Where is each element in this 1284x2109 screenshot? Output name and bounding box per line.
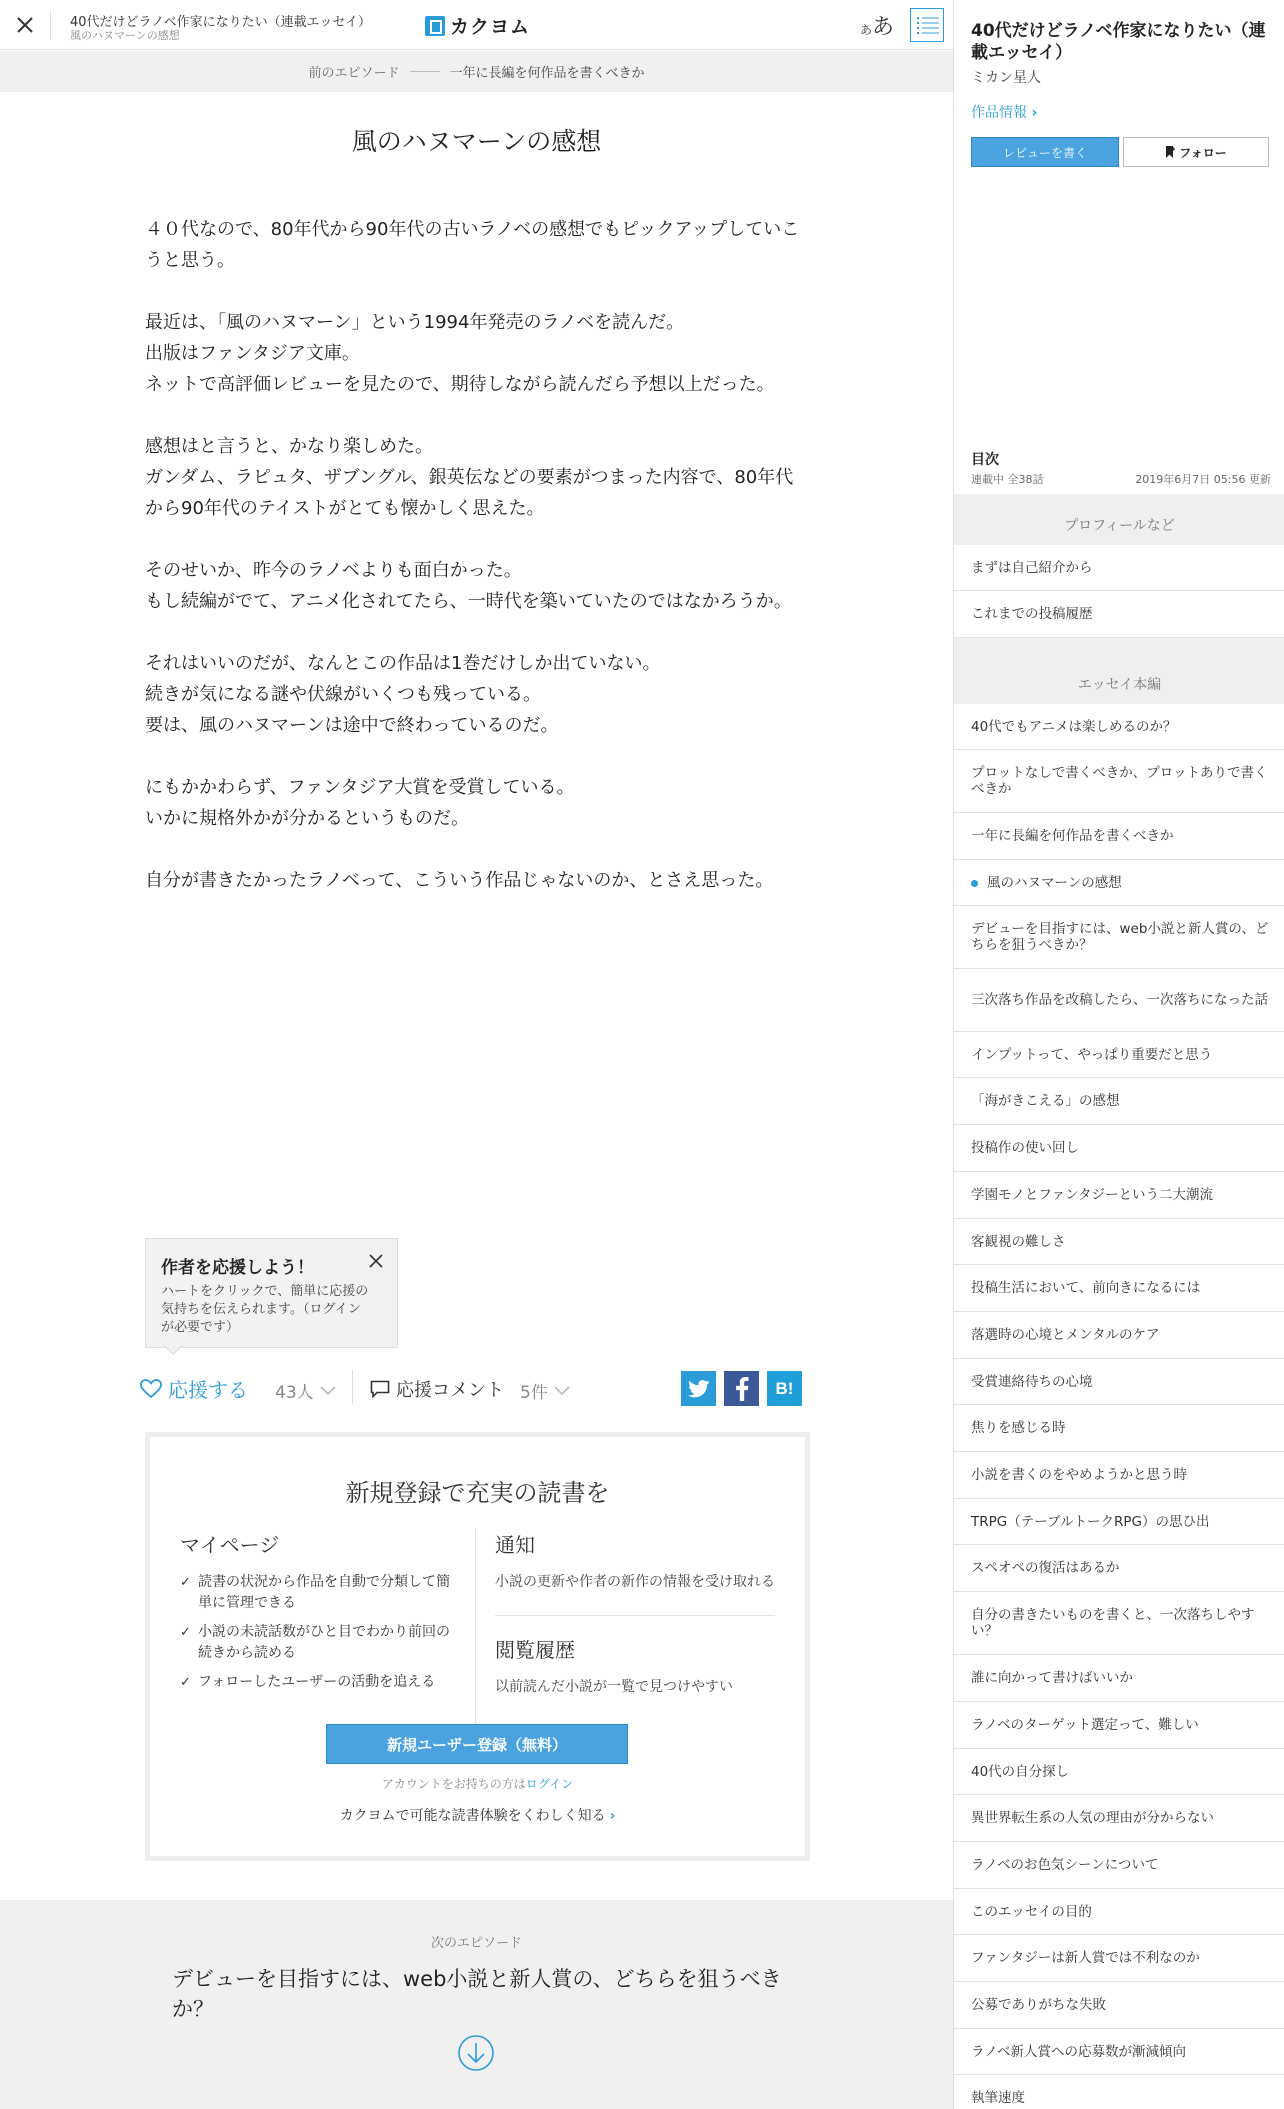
- support-row: [140, 1368, 805, 1408]
- chevron-down-icon: [554, 1386, 570, 1396]
- toc-item[interactable]: まずは自己紹介から: [954, 545, 1284, 591]
- toc-item[interactable]: ラノベのお色気シーンについて: [954, 1842, 1284, 1889]
- notify-column: [495, 1529, 775, 1698]
- toc-item[interactable]: デビューを目指すには、web小説と新人賞の、どちらを狙うべきか？: [954, 906, 1284, 969]
- body-paragraph: それはいいのだが、なんとこの作品は1巻だけしか出ていない。: [145, 653, 661, 674]
- mypage-feature: ✓ フォローしたユーザーの活動を追える: [180, 1672, 460, 1693]
- toc-item[interactable]: 「海がきこえる」の感想: [954, 1078, 1284, 1125]
- toc-item[interactable]: 誰に向かって書けばいいか: [954, 1655, 1284, 1702]
- toc-item[interactable]: インプットって、やっぱり重要だと思う: [954, 1032, 1284, 1078]
- body-paragraph: 自分が書きたかったラノベって、こういう作品じゃないのか、とさえ思った。: [145, 870, 774, 891]
- table-of-contents-button[interactable]: [910, 8, 944, 42]
- toc-item[interactable]: ラノベ新人賞への応募数が漸減傾向: [954, 2029, 1284, 2075]
- follow-label: フォロー: [1179, 145, 1227, 160]
- tooltip-text: ハートをクリックで、簡単に応援の気持ちを伝えられます。（ログインが必要です）: [161, 1284, 369, 1335]
- toc-item[interactable]: 三次落ち作品を改稿したら、一次落ちになった話: [954, 969, 1284, 1032]
- toc-item[interactable]: 学園モノとファンタジーという二大潮流: [954, 1172, 1284, 1219]
- follow-button[interactable]: [1123, 137, 1269, 167]
- comment-button[interactable]: [370, 1376, 504, 1402]
- sidebar-author[interactable]: ミカン星人: [971, 70, 1041, 86]
- next-episode-section: [0, 1900, 953, 2109]
- support-row-divider: [352, 1370, 353, 1404]
- facebook-icon: [735, 1377, 749, 1401]
- history-text: 以前読んだ小説が一覧で見つけやすい: [495, 1679, 733, 1695]
- sidebar-work-title[interactable]: 40代だけどラノベ作家になりたい（連載エッセイ）: [971, 21, 1266, 63]
- toc-episode-list: [954, 704, 1284, 2109]
- register-promo-box: [145, 1432, 810, 1861]
- body-paragraph: ４０代なので、80年代から90年代の古いラノベの感想でもピックアップしていこうと思う。: [145, 219, 800, 271]
- body-paragraph: ガンダム、ラピュタ、ザブングル、銀英伝などの要素がつまった内容で、80年代から90年代のテイストがとても懐かしく思えた。: [145, 467, 794, 519]
- history-heading: 閲覧履歴: [495, 1638, 575, 1662]
- font-size-small-glyph: あ: [860, 23, 873, 37]
- toc-item[interactable]: ラノベのターゲット選定って、難しい: [954, 1702, 1284, 1749]
- cheer-label: 応援する: [168, 1378, 248, 1402]
- login-line: [150, 1775, 805, 1792]
- register-button[interactable]: 新規ユーザー登録（無料）: [326, 1724, 628, 1764]
- font-size-button[interactable]: [860, 10, 894, 41]
- body-paragraph: 続きが気になる謎や伏線がいくつも残っている。: [145, 684, 541, 705]
- chevron-right-icon: ›: [1031, 105, 1038, 121]
- episode-title: 風のハヌマーンの感想: [351, 127, 602, 156]
- tooltip-close-icon[interactable]: [366, 1251, 386, 1271]
- mypage-feature: ✓ 読書の状況から作品を自動で分類して簡単に管理できる: [180, 1572, 460, 1614]
- toc-item-current[interactable]: 風のハヌマーンの感想: [954, 860, 1284, 906]
- body-paragraph: 出版はファンタジア文庫。: [145, 343, 360, 364]
- toc-item[interactable]: 受賞連絡待ちの心境: [954, 1359, 1284, 1405]
- next-episode-label: 次のエピソード: [430, 1936, 522, 1951]
- mypage-heading: マイページ: [180, 1533, 280, 1557]
- learn-more-label: カクヨムで可能な読書体験をくわしく知る: [339, 1808, 606, 1824]
- chevron-right-icon: ›: [609, 1808, 616, 1824]
- toc-item[interactable]: 投稿生活において、前向きになるには: [954, 1265, 1284, 1312]
- login-link[interactable]: ログイン: [525, 1777, 574, 1791]
- header-episode-title: 風のハヌマーンの感想: [70, 29, 180, 42]
- toc-item[interactable]: 投稿作の使い回し: [954, 1125, 1284, 1172]
- heart-icon: [140, 1379, 162, 1399]
- previous-episode-label: 前のエピソード: [308, 66, 400, 81]
- notify-heading: 通知: [495, 1533, 535, 1557]
- toc-item[interactable]: これまでの投稿履歴: [954, 591, 1284, 638]
- work-info-label: 作品情報: [971, 105, 1027, 121]
- toc-sidebar: [953, 0, 1284, 2109]
- logo-text: カクヨム: [450, 16, 531, 38]
- toc-item[interactable]: スペオペの復活はあるか: [954, 1545, 1284, 1592]
- body-paragraph: 感想はと言うと、かなり楽しめた。: [145, 436, 433, 457]
- previous-episode-link[interactable]: 一年に長編を何作品を書くべきか: [449, 66, 645, 81]
- learn-more-link[interactable]: [150, 1805, 805, 1825]
- toc-section-heading: プロフィールなど: [954, 505, 1284, 545]
- header-divider: [50, 10, 51, 40]
- episode-body: [145, 214, 805, 896]
- twitter-icon: [688, 1380, 710, 1398]
- body-paragraph: 要は、風のハヌマーンは途中で終わっているのだ。: [145, 715, 559, 736]
- toc-heading: 目次: [971, 452, 999, 468]
- toc-item[interactable]: 焦りを感じる時: [954, 1405, 1284, 1452]
- comment-icon: [370, 1380, 390, 1398]
- notify-separator: [495, 1615, 775, 1616]
- list-icon: [917, 16, 939, 34]
- top-bar: [0, 0, 953, 50]
- hatena-bookmark-button[interactable]: B!: [767, 1371, 802, 1406]
- work-info-link[interactable]: [971, 102, 1037, 122]
- next-episode-link[interactable]: デビューを目指すには、web小説と新人賞の、どちらを狙うべきか？: [172, 1967, 782, 2021]
- toc-item[interactable]: 一年に長編を何作品を書くべきか: [954, 813, 1284, 860]
- previous-episode-line: [410, 71, 440, 72]
- sidebar-work-info: [954, 0, 1284, 494]
- tooltip-title: 作者を応援しよう！: [161, 1258, 314, 1278]
- logo-mark-icon: [425, 16, 445, 36]
- toc-item[interactable]: 小説を書くのをやめようかと思う時: [954, 1452, 1284, 1499]
- bookmark-plus-icon: [1165, 146, 1175, 158]
- facebook-share-button[interactable]: [724, 1371, 759, 1406]
- body-paragraph: 最近は、「風のハヌマーン」という1994年発売のラノベを読んだ。: [145, 312, 685, 333]
- toc-item[interactable]: プロットなしで書くべきか、プロットありで書くべきか: [954, 750, 1284, 813]
- toc-item[interactable]: 落選時の心境とメンタルのケア: [954, 1312, 1284, 1359]
- toc-item[interactable]: 40代の自分探し: [954, 1749, 1284, 1795]
- header-work-title[interactable]: 40代だけどラノベ作家になりたい（連載エッセイ）: [70, 15, 371, 30]
- toc-item[interactable]: 異世界転生系の人気の理由が分からない: [954, 1795, 1284, 1842]
- toc-item[interactable]: 公募でありがちな失敗: [954, 1982, 1284, 2029]
- toc-item[interactable]: 執筆速度: [954, 2075, 1284, 2109]
- body-paragraph: [145, 400, 805, 431]
- comment-count-dropdown[interactable]: [520, 1378, 570, 1403]
- toc-item[interactable]: 客観視の難しさ: [954, 1219, 1284, 1265]
- toc-item[interactable]: このエッセイの目的: [954, 1889, 1284, 1935]
- kakuyomu-logo[interactable]: [425, 12, 530, 39]
- body-paragraph: いかに規格外かが分かるというものだ。: [145, 808, 469, 829]
- cheer-count-dropdown[interactable]: [275, 1378, 336, 1403]
- body-paragraph: [145, 276, 805, 307]
- toc-item[interactable]: 自分の書きたいものを書くと、一次落ちしやすい？: [954, 1592, 1284, 1655]
- toc-item[interactable]: ファンタジーは新人賞では不利なのか: [954, 1935, 1284, 1982]
- body-paragraph: にもかかわらず、ファンタジア大賞を受賞している。: [145, 777, 575, 798]
- twitter-share-button[interactable]: [681, 1371, 716, 1406]
- body-paragraph: そのせいか、昨今のラノベよりも面白かった。: [145, 560, 522, 581]
- body-paragraph: [145, 524, 805, 555]
- write-review-button[interactable]: レビューを書く: [971, 137, 1119, 167]
- toc-episode-list: [954, 545, 1284, 638]
- login-prefix: アカウントをお持ちの方は: [381, 1777, 526, 1791]
- notify-text: 小説の更新や作者の新作の情報を受け取れる: [495, 1574, 775, 1590]
- updated-date: 2019年6月7日 05:56 更新: [1135, 473, 1271, 486]
- support-author-tooltip: [145, 1238, 398, 1348]
- tooltip-arrow: [163, 1335, 183, 1355]
- serial-status: 連載中 全38話: [971, 473, 1044, 486]
- chevron-down-icon: [320, 1386, 336, 1396]
- cheer-button[interactable]: [140, 1374, 248, 1403]
- comment-label: 応援コメント: [396, 1380, 504, 1401]
- previous-episode-bar: [0, 51, 953, 92]
- body-paragraph: [145, 834, 805, 865]
- toc-item[interactable]: TRPG（テーブルトークRPG）の思ひ出: [954, 1499, 1284, 1545]
- comment-count: 5件: [520, 1383, 548, 1403]
- toc-section-heading: エッセイ本編: [954, 664, 1284, 704]
- cheer-count: 43人: [275, 1383, 314, 1403]
- close-icon[interactable]: [12, 12, 38, 38]
- body-paragraph: もし続編がでて、アニメ化されてたら、一時代を築いていたのではなかろうか。: [145, 591, 792, 612]
- arrow-down-circle-icon[interactable]: [457, 2034, 495, 2072]
- mypage-column: [180, 1529, 460, 1701]
- register-column-divider: [475, 1529, 476, 1739]
- body-paragraph: ネットで高評価レビューを見たので、期待しながら読んだら予想以上だった。: [145, 374, 775, 395]
- body-paragraph: [145, 741, 805, 772]
- register-title: 新規登録で充実の読書を: [345, 1479, 610, 1507]
- toc-item[interactable]: 40代でもアニメは楽しめるのか？: [954, 704, 1284, 750]
- mypage-feature: ✓ 小説の未読話数がひと目でわかり前回の続きから読める: [180, 1622, 460, 1664]
- body-paragraph: [145, 617, 805, 648]
- font-size-large-glyph: あ: [872, 15, 895, 40]
